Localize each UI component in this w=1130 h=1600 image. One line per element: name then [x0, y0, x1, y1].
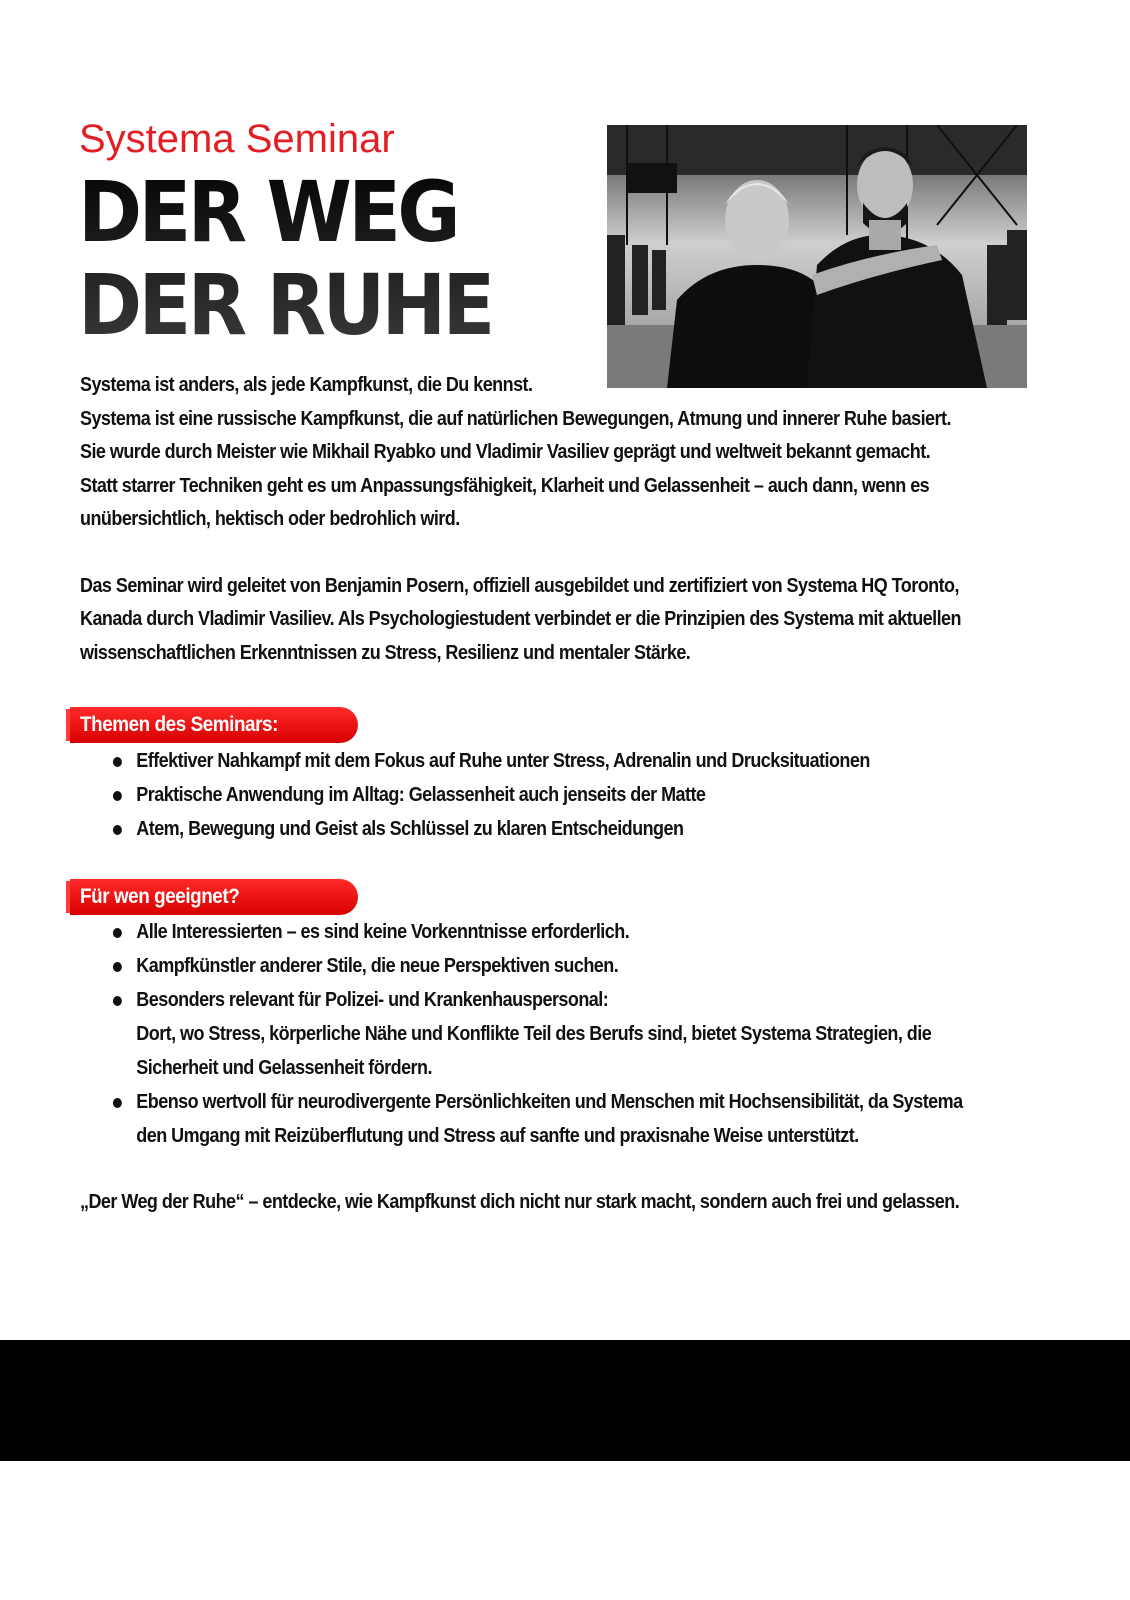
- footer-band: [0, 1340, 1130, 1461]
- photo-two-men-instructor-icon: [607, 125, 1027, 388]
- intro-paragraph-1: Systema ist eine russische Kampfkunst, die auf natürlichen Bewegungen, Atmung und innerer Ruhe basiert. Sie wurde durch Meister wie Mikhail Ryabko und Vladimir Vasiliev geprägt und weltweit bekannt gemacht. Statt starrer Techniken geht es um Anpassungsfähigkeit, Klarheit und Gelassenheit – auch dann, wenn es unübersichtlich, hektisch oder bedrohlich wird.: [80, 407, 951, 530]
- themes-heading: Themen des Seminars:: [80, 713, 278, 736]
- list-item-text: Besonders relevant für Polizei- und Krankenhauspersonal:: [136, 989, 609, 1011]
- intro-paragraph-2: Das Seminar wird geleitet von Benjamin Posern, offiziell ausgebildet und zertifiziert von Systema HQ Toronto, Kanada durch Vladimir Vasiliev. Als Psychologiestudent verbindet er die Prinzipien des Systema mit aktuellen wissenschaftlichen Erkenntnissen zu Stress, Resilienz und mentaler Stärke.: [80, 574, 961, 664]
- audience-heading-badge: [70, 879, 358, 915]
- list-item: Kampfkünstler anderer Stile, die neue Perspektiven suchen.: [112, 949, 976, 983]
- list-item: [112, 983, 976, 1085]
- title-line-1: DER WEG: [78, 163, 458, 261]
- audience-list: [112, 915, 976, 1153]
- list-item: Atem, Bewegung und Geist als Schlüssel zu klaren Entscheidungen: [112, 812, 976, 846]
- themes-heading-badge: [70, 707, 358, 743]
- list-item: Praktische Anwendung im Alltag: Gelassenheit auch jenseits der Matte: [112, 778, 976, 812]
- audience-heading: Für wen geeignet?: [80, 885, 240, 908]
- title-line-2: DER RUHE: [78, 256, 492, 354]
- closing-line: „Der Weg der Ruhe“ – entdecke, wie Kampfkunst dich nicht nur stark macht, sondern auch frei und gelassen.: [80, 1191, 960, 1213]
- list-item: Effektiver Nahkampf mit dem Fokus auf Ruhe unter Stress, Adrenalin und Drucksituationen: [112, 744, 976, 778]
- list-item-detail: Dort, wo Stress, körperliche Nähe und Konflikte Teil des Berufs sind, bietet Systema Strategien, die Sicherheit und Gelassenheit fördern.: [136, 1023, 932, 1079]
- instructors-photo: [607, 125, 1027, 388]
- page-title: [78, 163, 492, 354]
- closing-text: [80, 1186, 971, 1220]
- list-item: Ebenso wertvoll für neurodivergente Persönlichkeiten und Menschen mit Hochsensibilität, da Systema den Umgang mit Reizüberflutung und Stress auf sanfte und praxisnahe Weise unterstützt.: [112, 1085, 976, 1153]
- seminar-kicker: Systema Seminar: [79, 117, 395, 161]
- themes-list: [112, 744, 976, 846]
- intro-text: [80, 369, 971, 670]
- intro-lead: Systema ist anders, als jede Kampfkunst, die Du kennst.: [80, 374, 533, 396]
- list-item: Alle Interessierten – es sind keine Vorkenntnisse erforderlich.: [112, 915, 976, 949]
